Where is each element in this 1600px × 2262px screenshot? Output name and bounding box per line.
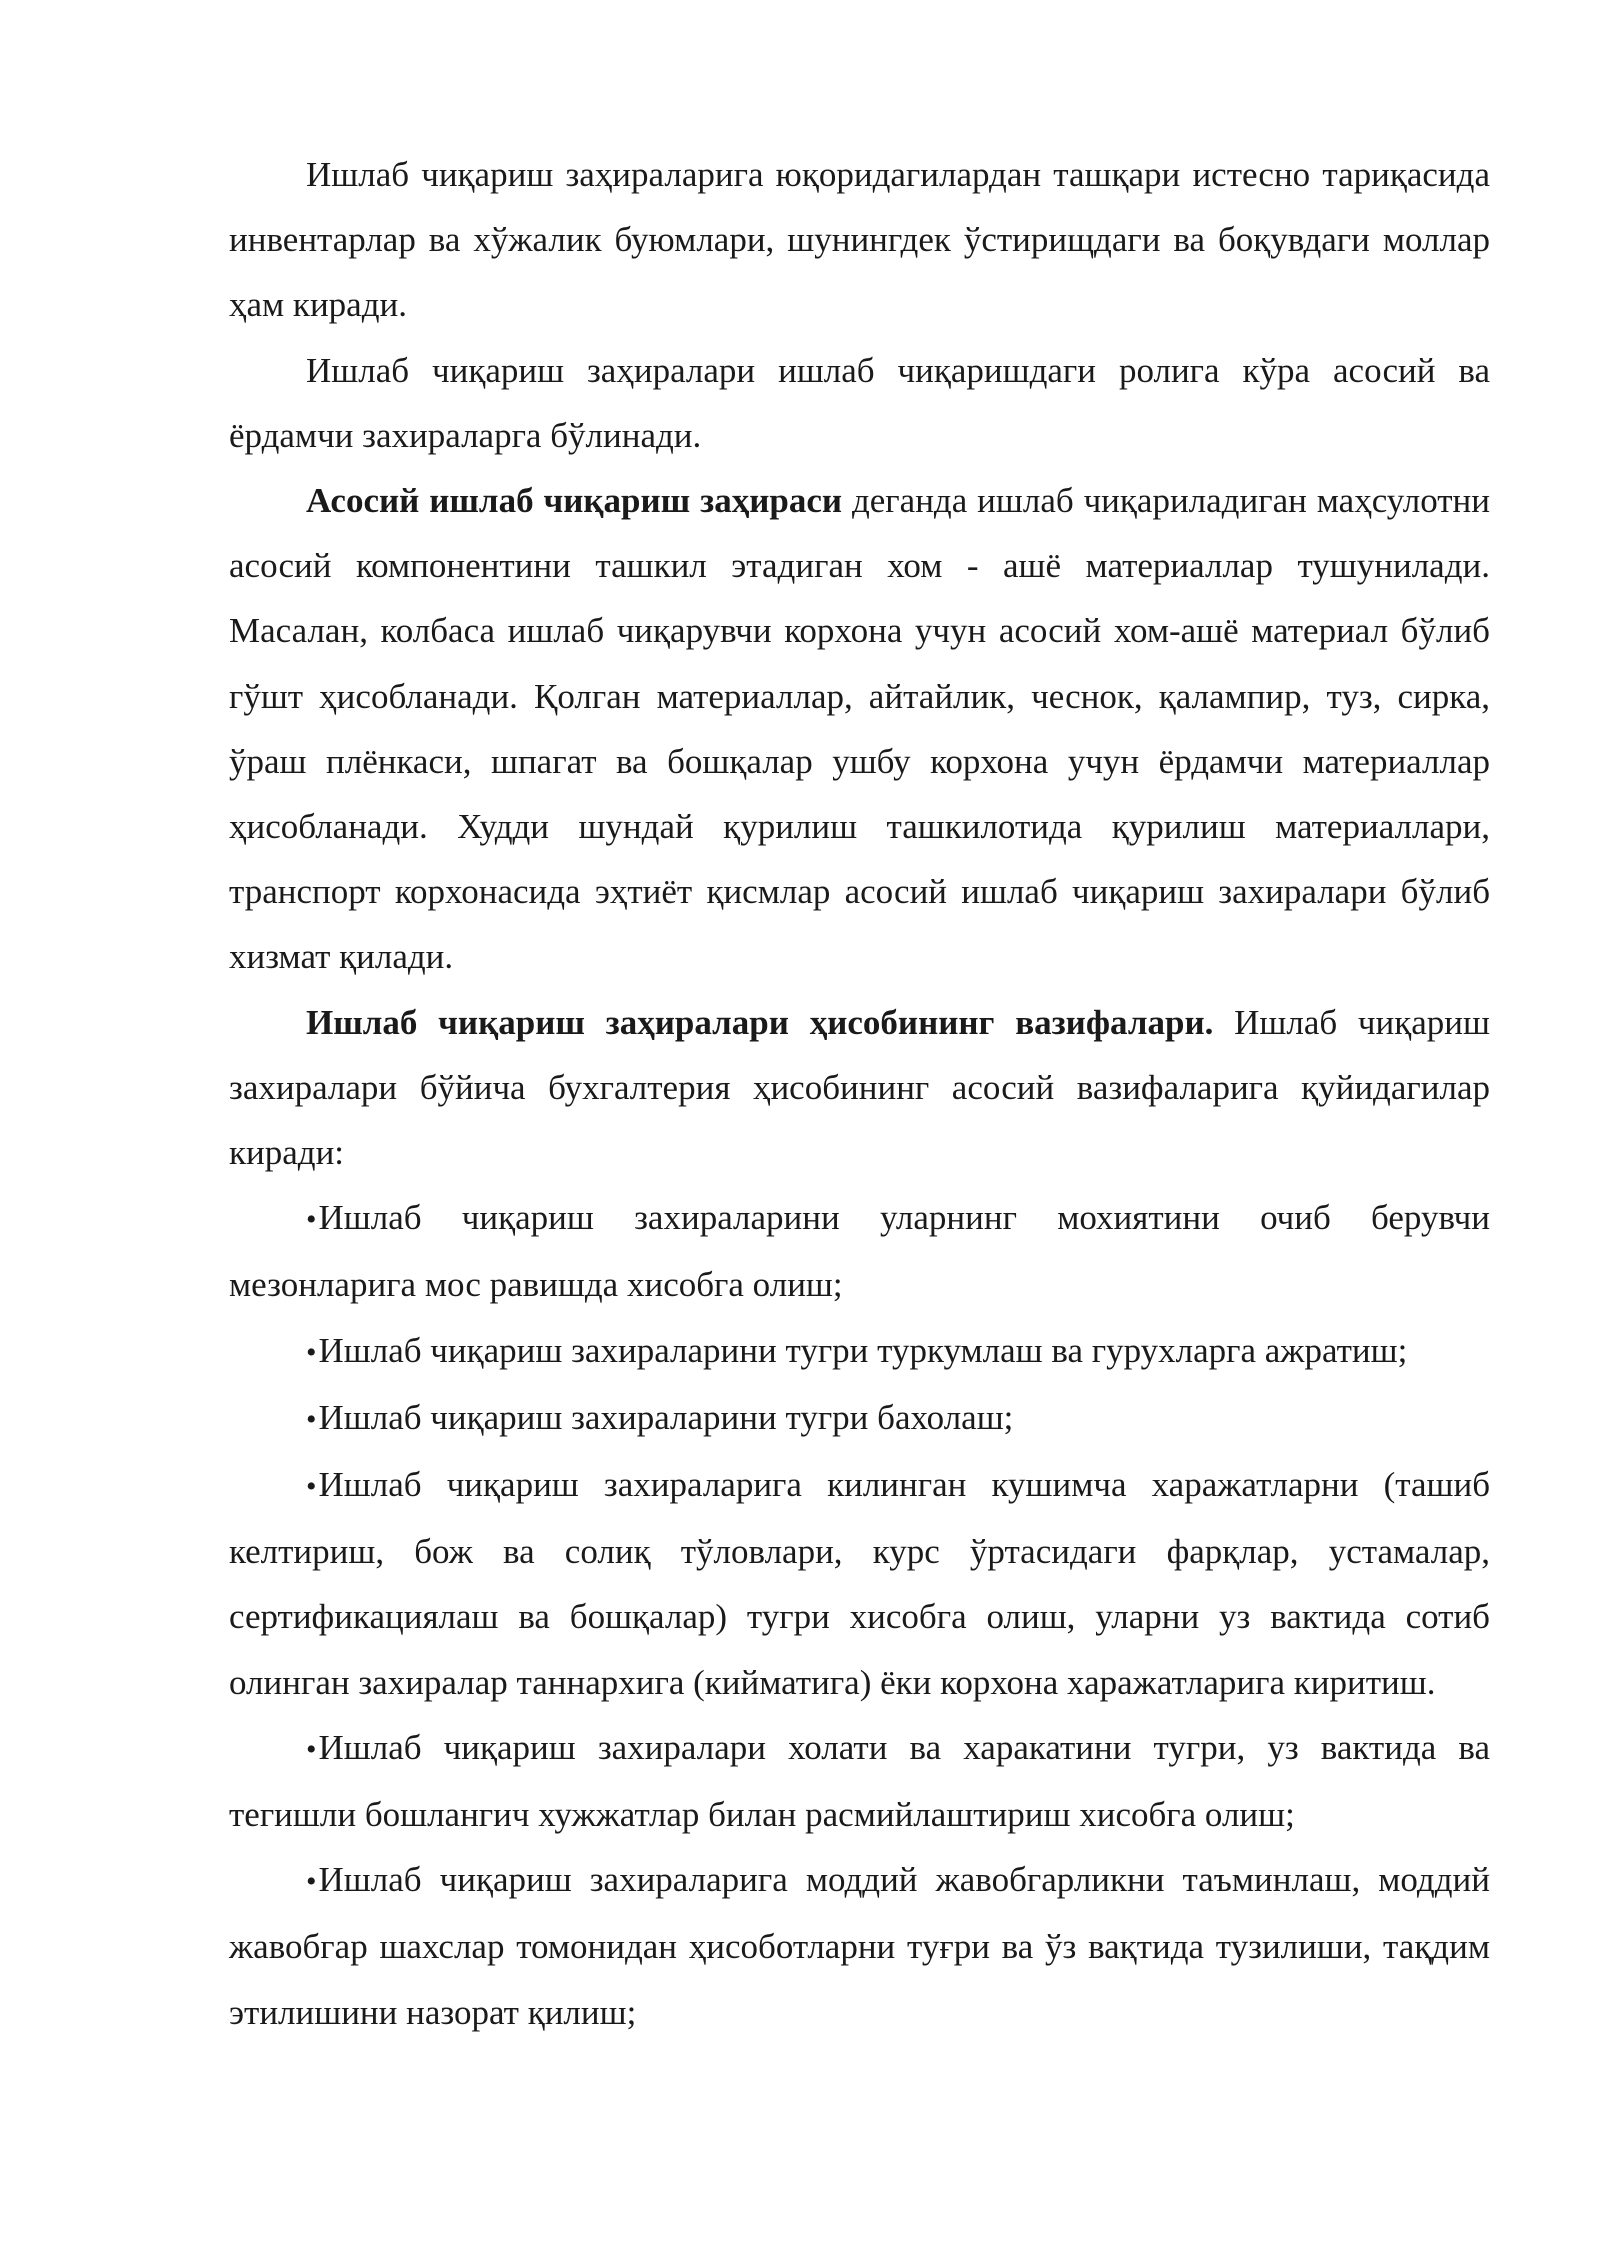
main-reserves-definition: деганда ишлаб чиқариладиган маҳсулотни асосий компонентини ташкил этадиган хом - ашё материаллар тушунилади. Масалан, колбаса ишлаб чиқарувчи корхона учун асосий хом-ашё материал бўлиб гўшт ҳисобланади. Қолган материаллар, айтайлик, чеснок, қалампир, туз, сирка, ўраш плёнкаси, шпагат ва бошқалар ушбу корхона учун ёрдамчи материаллар ҳисобланади. Худди шундай қурилиш ташкилотида қурилиш материаллари, транспорт корхонасида эҳтиёт қисмлар асосий ишлаб чиқариш захиралари бўлиб хизмат қилади. (229, 481, 1490, 977)
bullet-icon: • (306, 1470, 317, 1504)
bullet-item (229, 1452, 1490, 1715)
bullet-icon: • (306, 1732, 317, 1766)
heading-accounting-tasks: Ишлаб чиқариш заҳиралари ҳисобининг вазифалари. (306, 1002, 1214, 1042)
bullet-text: Ишлаб чиқариш захираларини тугри бахолаш; (318, 1397, 1014, 1437)
term-main-reserves: Асосий ишлаб чиқариш заҳираси (306, 481, 843, 521)
bullet-icon: • (306, 1203, 317, 1237)
bullet-text: Ишлаб чиқариш захираларини уларнинг мохиятини очиб берувчи мезонларига мос равишда хисобга олиш; (229, 1198, 1490, 1305)
paragraph-reserve-classification: Ишлаб чиқариш заҳиралари ишлаб чиқаришдаги ролига кўра асосий ва ёрдамчи захираларга бўлинади. (229, 350, 1490, 455)
bullet-text: Ишлаб чиқариш захиралари холати ва харакатини тугри, уз вактида ва тегишли бошлангич хужжатлар билан расмийлаштириш хисобга олиш; (229, 1727, 1490, 1835)
bullet-icon: • (306, 1865, 317, 1899)
bullet-text: Ишлаб чиқариш захираларини тугри туркумлаш ва гурухларга ажратиш; (318, 1330, 1408, 1370)
accounting-tasks-intro: Ишлаб чиқариш захиралари бўйича бухгалтерия ҳисобининг асосий вазифаларига қуйидагилар киради: (229, 1002, 1490, 1173)
bullet-item (229, 1847, 1490, 2045)
paragraph-inventory-intro: Ишлаб чиқариш заҳираларига юқоридагилардан ташқари истесно тариқасида инвентарлар ва хўжалик буюмлари, шунингдек ўстирищдаги ва боқувдаги моллар ҳам киради. (229, 155, 1490, 325)
paragraph-main-reserves (229, 468, 1490, 990)
bullet-icon: • (306, 1402, 317, 1436)
bullet-item (229, 1318, 1490, 1385)
bullet-text: Ишлаб чиқариш захираларига моддий жавобгарликни таъминлаш, моддий жавобгар шахслар томонидан ҳисоботларни туғри ва ўз вақтида тузилиши, тақдим этилишини назорат қилиш; (229, 1860, 1490, 2032)
bullet-item (229, 1185, 1490, 1317)
paragraph-accounting-tasks (229, 990, 1490, 1186)
document-page (229, 142, 1490, 2045)
bullet-icon: • (306, 1335, 317, 1369)
bullet-text: Ишлаб чиқариш захираларига килинган кушимча харажатларни (ташиб келтириш, бож ва солиқ тўловлари, курс ўртасидаги фарқлар, устамалар, сертификациялаш ва бошқалар) тугри хисобга олиш, уларни уз вактида сотиб олинган захиралар таннархига (кийматига) ёки корхона харажатларига киритиш. (229, 1465, 1490, 1702)
bullet-item (229, 1715, 1490, 1847)
bullet-item (229, 1385, 1490, 1452)
